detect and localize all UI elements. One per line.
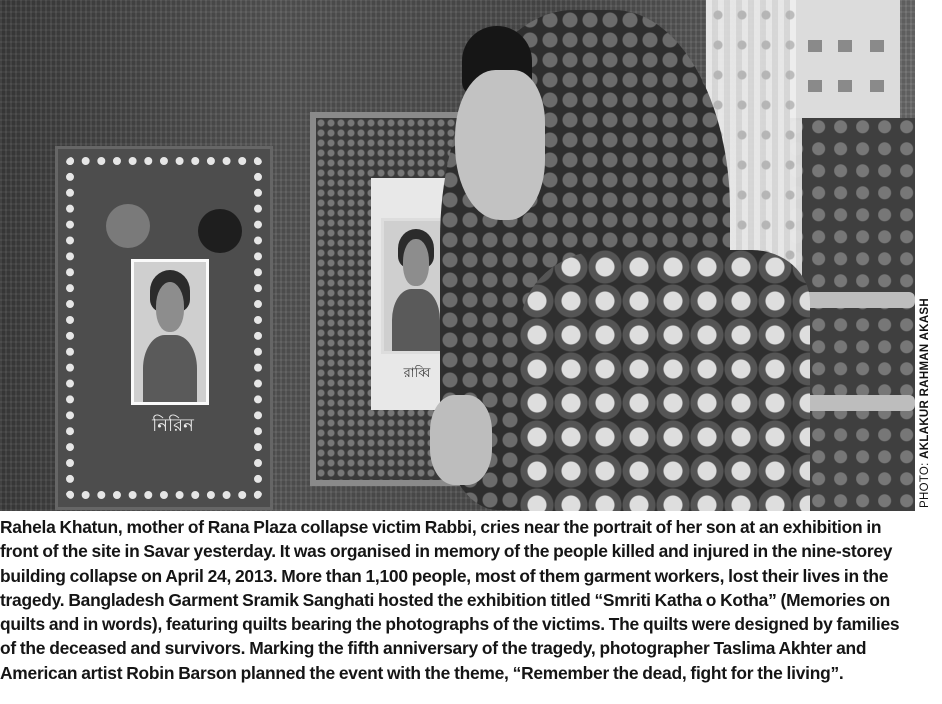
background-building <box>790 0 900 120</box>
caption-line: tragedy. Bangladesh Garment Sramik Sanghati hosted the exhibition titled “Smriti Katha o Kotha” (Memories on <box>0 589 890 610</box>
quilt-left <box>55 146 273 510</box>
caption-line: American artist Robin Barson planned the event with the theme, “Remember the dead, fight for the living”. <box>0 662 844 683</box>
victim-portrait-left <box>131 259 209 405</box>
caption-line: building collapse on April 24, 2013. More than 1,100 people, most of them garment workers, lost their lives in the <box>0 565 889 586</box>
photo-credit-name: AKLAKUR RAHMAN AKASH <box>919 298 931 459</box>
woman-dress <box>520 250 810 511</box>
caption-line: of the deceased and survivors. Marking the fifth anniversary of the tragedy, photographer Taslima Akhter and <box>0 638 867 659</box>
portrait-name-label: নিরিন <box>152 415 194 436</box>
portrait-name-label: রাব্বি <box>403 366 431 381</box>
caption-line: Rahela Khatun, mother of Rana Plaza collapse victim Rabbi, cries near the portrait of her son at an exhibition in <box>0 517 882 537</box>
woman-hand <box>430 395 492 485</box>
bamboo-pole <box>800 395 915 411</box>
flower-icon <box>198 209 242 253</box>
bamboo-pole <box>800 292 915 308</box>
photo-caption <box>0 515 916 685</box>
caption-line: front of the site in Savar yesterday. It was organised in memory of the people killed and injured in the nine-storey <box>0 541 893 562</box>
photo-credit-prefix: PHOTO: <box>919 458 931 508</box>
caption-line: quilts and in words), featuring quilts bearing the photographs of the victims. The quilts were designed by families <box>0 614 900 635</box>
woman-face <box>455 70 545 220</box>
flower-icon <box>106 204 150 248</box>
